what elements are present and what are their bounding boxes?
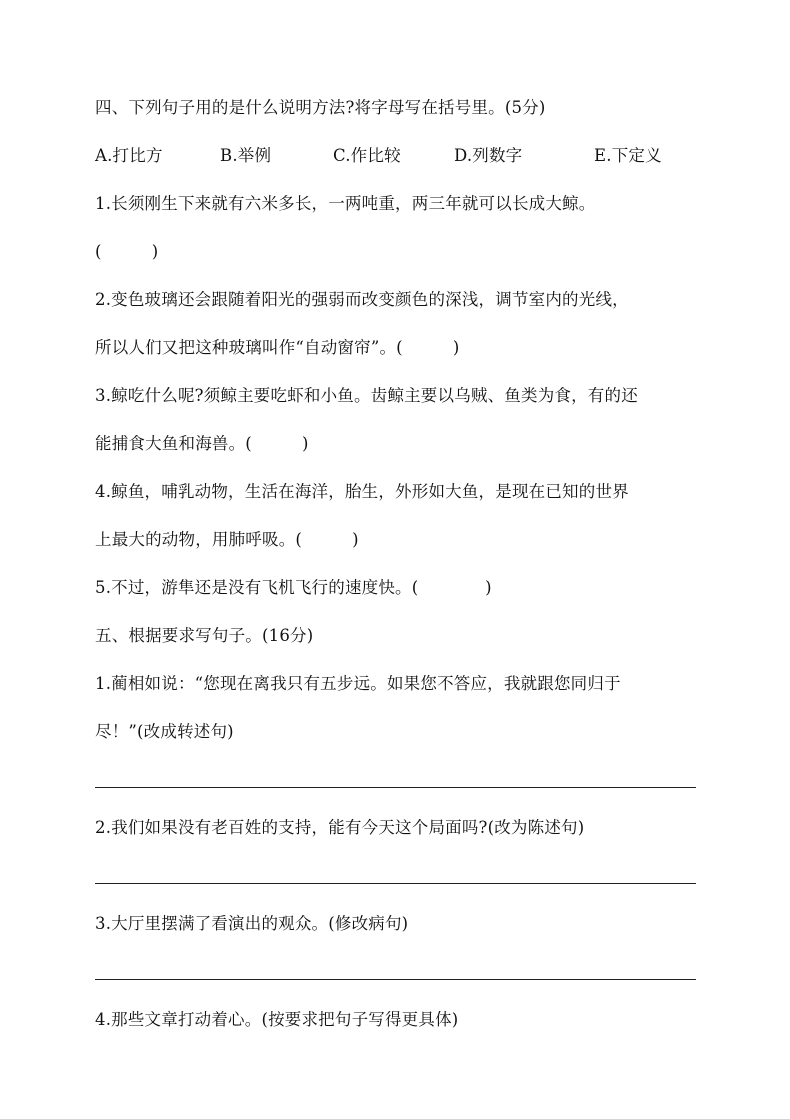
answer-line-2[interactable]: [95, 883, 696, 884]
s5-question-1-cont: 尽！”(改成转述句): [95, 722, 234, 741]
option-b: B.举例: [220, 146, 272, 165]
s4-question-1-answer: ( ): [95, 242, 159, 261]
s4-question-4-cont: 上最大的动物，用肺呼吸。( ): [95, 530, 359, 549]
section5-heading: 五、根据要求写句子。(16分): [95, 626, 314, 645]
s5-question-4: 4.那些文章打动着心。(按要求把句子写得更具体): [95, 1010, 459, 1029]
s5-question-2: 2.我们如果没有老百姓的支持，能有今天这个局面吗?(改为陈述句): [95, 818, 585, 837]
option-e: E.下定义: [594, 146, 662, 165]
s4-question-2-cont: 所以人们又把这种玻璃叫作“自动窗帘”。( ): [95, 338, 460, 357]
option-d: D.列数字: [454, 146, 523, 165]
s5-question-3: 3.大厅里摆满了看演出的观众。(修改病句): [95, 914, 409, 933]
answer-line-3[interactable]: [95, 979, 696, 980]
section4-heading: 四、下列句子用的是什么说明方法?将字母写在括号里。(5分): [95, 98, 546, 117]
s4-question-3: 3.鲸吃什么呢?须鲸主要吃虾和小鱼。齿鲸主要以乌贼、鱼类为食，有的还: [95, 386, 638, 405]
s4-question-2: 2.变色玻璃还会跟随着阳光的强弱而改变颜色的深浅，调节室内的光线，: [95, 290, 629, 309]
option-a: A.打比方: [95, 146, 163, 165]
s4-question-3-cont: 能捕食大鱼和海兽。( ): [95, 434, 309, 453]
s4-question-1: 1.长须刚生下来就有六米多长，一两吨重，两三年就可以长成大鲸。: [95, 194, 596, 213]
answer-line-1[interactable]: [95, 787, 696, 788]
option-c: C.作比较: [333, 146, 401, 165]
s5-question-1: 1.蔺相如说：“您现在离我只有五步远。如果您不答应，我就跟您同归于: [95, 674, 621, 693]
s4-question-4: 4.鲸鱼，哺乳动物，生活在海洋，胎生，外形如大鱼，是现在已知的世界: [95, 482, 629, 501]
method-options: [95, 146, 705, 166]
s4-question-5: 5.不过，游隼还是没有飞机飞行的速度快。( ): [95, 578, 492, 597]
